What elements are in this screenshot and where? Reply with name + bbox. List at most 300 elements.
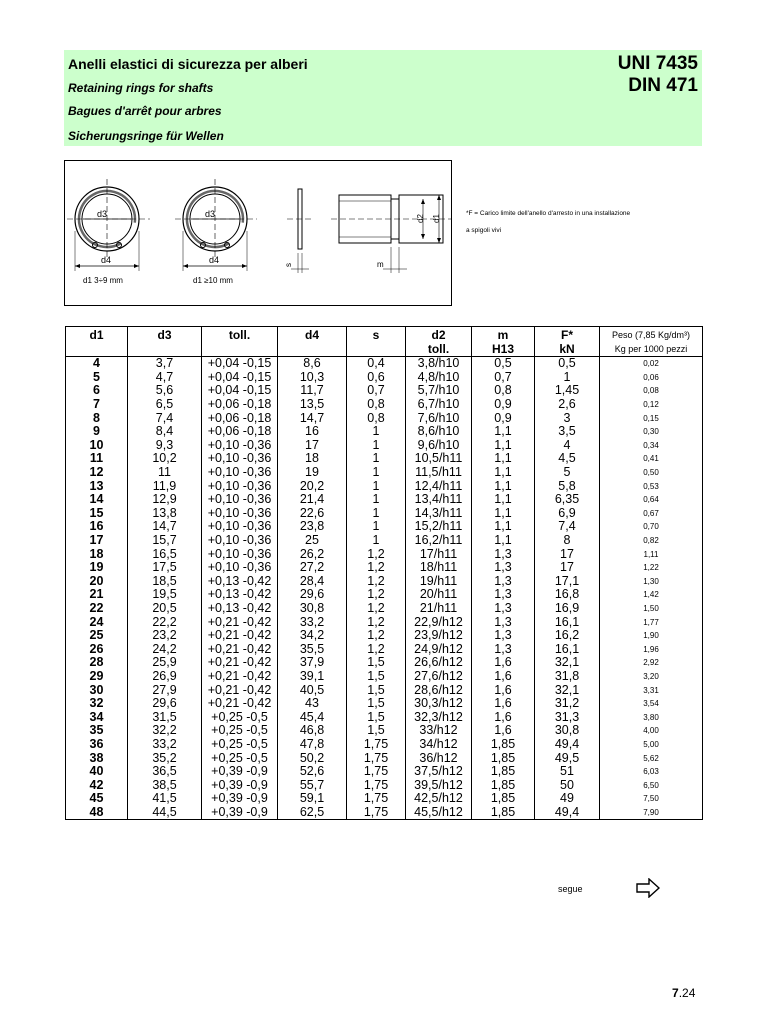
cell-d4: 27,2: [278, 561, 347, 575]
cell-f: 49: [535, 792, 600, 806]
cell-d2: 45,5/h12: [406, 806, 472, 820]
table-row: [66, 439, 703, 453]
cell-d3: 35,2: [128, 751, 202, 765]
cell-f: 17: [535, 547, 600, 561]
technical-drawing: [64, 160, 452, 306]
cell-s: 1: [347, 493, 406, 507]
cell-d4: 40,5: [278, 683, 347, 697]
cell-f: 16,2: [535, 629, 600, 643]
table-row: [66, 738, 703, 752]
cell-m: 1,1: [472, 520, 535, 534]
cell-d3: 8,4: [128, 425, 202, 439]
cell-toll: +0,13 -0,42: [202, 588, 278, 602]
cell-d3: 24,2: [128, 642, 202, 656]
cell-peso: 3,54: [600, 697, 703, 711]
cell-d3: 20,5: [128, 602, 202, 616]
label-d3-left: d3: [97, 209, 108, 219]
cell-m: 1,1: [472, 439, 535, 453]
cell-s: 1,75: [347, 738, 406, 752]
cell-d4: 55,7: [278, 778, 347, 792]
header-m: m: [472, 327, 535, 343]
cell-m: 1,1: [472, 534, 535, 548]
cell-d3: 5,6: [128, 384, 202, 398]
cell-d4: 46,8: [278, 724, 347, 738]
cell-d2: 4,8/h10: [406, 371, 472, 385]
cell-f: 1: [535, 371, 600, 385]
table-row: [66, 425, 703, 439]
cell-d1: 32: [66, 697, 128, 711]
cell-peso: 0,02: [600, 357, 703, 371]
cell-s: 1: [347, 520, 406, 534]
cell-m: 1,85: [472, 806, 535, 820]
cell-toll: +0,10 -0,36: [202, 439, 278, 453]
cell-s: 1,2: [347, 642, 406, 656]
cell-d4: 13,5: [278, 398, 347, 412]
cell-m: 0,7: [472, 371, 535, 385]
cell-d4: 34,2: [278, 629, 347, 643]
ring-drawing-svg: [65, 161, 453, 307]
cell-f: 8: [535, 534, 600, 548]
cell-d4: 39,1: [278, 670, 347, 684]
cell-s: 1: [347, 534, 406, 548]
cell-d3: 33,2: [128, 738, 202, 752]
cell-d3: 26,9: [128, 670, 202, 684]
cell-s: 1,2: [347, 588, 406, 602]
cell-peso: 6,50: [600, 778, 703, 792]
cell-d4: 35,5: [278, 642, 347, 656]
cell-d4: 52,6: [278, 765, 347, 779]
cell-d2: 26,6/h12: [406, 656, 472, 670]
cell-d2: 7,6/h10: [406, 411, 472, 425]
cell-m: 1,1: [472, 425, 535, 439]
cell-toll: +0,10 -0,36: [202, 534, 278, 548]
cell-f: 49,4: [535, 806, 600, 820]
cell-peso: 0,12: [600, 398, 703, 412]
cell-d2: 22,9/h12: [406, 615, 472, 629]
cell-toll: +0,21 -0,42: [202, 656, 278, 670]
cell-f: 5,8: [535, 479, 600, 493]
cell-f: 30,8: [535, 724, 600, 738]
cell-d1: 38: [66, 751, 128, 765]
cell-s: 1,2: [347, 602, 406, 616]
cell-d3: 18,5: [128, 575, 202, 589]
cell-d2: 6,7/h10: [406, 398, 472, 412]
cell-d4: 50,2: [278, 751, 347, 765]
cell-d2: 32,3/h12: [406, 710, 472, 724]
table-row: [66, 792, 703, 806]
cell-peso: 2,92: [600, 656, 703, 670]
cell-toll: +0,25 -0,5: [202, 751, 278, 765]
header-d1: d1: [66, 327, 128, 343]
table-row: [66, 575, 703, 589]
page-chapter: 7: [672, 986, 679, 1000]
cell-d4: 45,4: [278, 710, 347, 724]
cell-d1: 14: [66, 493, 128, 507]
cell-d1: 17: [66, 534, 128, 548]
cell-m: 1,6: [472, 710, 535, 724]
cell-toll: +0,06 -0,18: [202, 398, 278, 412]
cell-toll: +0,21 -0,42: [202, 697, 278, 711]
cell-d1: 20: [66, 575, 128, 589]
cell-d4: 11,7: [278, 384, 347, 398]
cell-toll: +0,10 -0,36: [202, 466, 278, 480]
cell-d1: 16: [66, 520, 128, 534]
cell-d1: 5: [66, 371, 128, 385]
cell-m: 1,3: [472, 615, 535, 629]
cell-d4: 37,9: [278, 656, 347, 670]
cell-peso: 3,20: [600, 670, 703, 684]
table-row: [66, 642, 703, 656]
cell-d2: 42,5/h12: [406, 792, 472, 806]
title-french: Bagues d'arrêt pour arbres: [68, 104, 222, 118]
cell-d1: 12: [66, 466, 128, 480]
cell-d3: 9,3: [128, 439, 202, 453]
cell-f: 51: [535, 765, 600, 779]
cell-d4: 47,8: [278, 738, 347, 752]
cell-toll: +0,39 -0,9: [202, 806, 278, 820]
cell-d4: 25: [278, 534, 347, 548]
cell-d4: 62,5: [278, 806, 347, 820]
cell-toll: +0,10 -0,36: [202, 493, 278, 507]
cell-peso: 1,11: [600, 547, 703, 561]
cell-peso: 0,64: [600, 493, 703, 507]
cell-s: 1,2: [347, 629, 406, 643]
cell-d1: 24: [66, 615, 128, 629]
cell-s: 0,8: [347, 398, 406, 412]
cell-f: 3,5: [535, 425, 600, 439]
cell-toll: +0,21 -0,42: [202, 683, 278, 697]
table-row: [66, 411, 703, 425]
cell-m: 1,1: [472, 466, 535, 480]
cell-d3: 3,7: [128, 357, 202, 371]
cell-peso: 5,00: [600, 738, 703, 752]
cell-m: 1,6: [472, 697, 535, 711]
table-row: [66, 683, 703, 697]
title-italian: Anelli elastici di sicurezza per alberi: [68, 56, 308, 72]
cell-peso: 0,67: [600, 507, 703, 521]
cell-f: 16,1: [535, 615, 600, 629]
cell-m: 1,6: [472, 656, 535, 670]
cell-s: 1,75: [347, 792, 406, 806]
cell-d1: 36: [66, 738, 128, 752]
label-d1: d1: [432, 214, 441, 223]
cell-toll: +0,10 -0,36: [202, 561, 278, 575]
cell-peso: 5,62: [600, 751, 703, 765]
note-load-line2: a spigoli vivi: [466, 227, 502, 234]
cell-s: 1,75: [347, 778, 406, 792]
cell-d3: 4,7: [128, 371, 202, 385]
cell-d3: 27,9: [128, 683, 202, 697]
cell-peso: 1,30: [600, 575, 703, 589]
cell-peso: 0,06: [600, 371, 703, 385]
header-d4: [278, 342, 347, 357]
cell-s: 1,2: [347, 547, 406, 561]
cell-f: 3: [535, 411, 600, 425]
cell-m: 1,3: [472, 602, 535, 616]
cell-d4: 33,2: [278, 615, 347, 629]
cell-d2: 39,5/h12: [406, 778, 472, 792]
cell-s: 0,7: [347, 384, 406, 398]
table-row: [66, 398, 703, 412]
cell-d4: 23,8: [278, 520, 347, 534]
table-row: [66, 534, 703, 548]
cell-d3: 19,5: [128, 588, 202, 602]
cell-d2: 15,2/h11: [406, 520, 472, 534]
table-row: [66, 670, 703, 684]
cell-m: 1,3: [472, 629, 535, 643]
cell-s: 1,2: [347, 615, 406, 629]
cell-d4: 10,3: [278, 371, 347, 385]
header-d2: d2: [406, 327, 472, 343]
cell-d3: 6,5: [128, 398, 202, 412]
cell-d1: 6: [66, 384, 128, 398]
label-s: s: [284, 263, 293, 267]
cell-peso: 1,42: [600, 588, 703, 602]
cell-d1: 11: [66, 452, 128, 466]
cell-peso: 1,96: [600, 642, 703, 656]
cell-d3: 36,5: [128, 765, 202, 779]
cell-d1: 10: [66, 439, 128, 453]
cell-d4: 28,4: [278, 575, 347, 589]
cell-s: 1,5: [347, 683, 406, 697]
cell-d4: 30,8: [278, 602, 347, 616]
cell-f: 31,2: [535, 697, 600, 711]
cell-d2: 18/h11: [406, 561, 472, 575]
cell-m: 1,85: [472, 738, 535, 752]
cell-m: 1,3: [472, 561, 535, 575]
cell-d2: 10,5/h11: [406, 452, 472, 466]
cell-d4: 18: [278, 452, 347, 466]
cell-s: 1: [347, 425, 406, 439]
cell-m: 1,6: [472, 683, 535, 697]
cell-d3: 32,2: [128, 724, 202, 738]
cell-toll: +0,10 -0,36: [202, 547, 278, 561]
cell-d1: 45: [66, 792, 128, 806]
table-row: [66, 547, 703, 561]
cell-s: 1,5: [347, 724, 406, 738]
cell-d1: 34: [66, 710, 128, 724]
cell-d4: 17: [278, 439, 347, 453]
caption-large-ring: d1 ≥10 mm: [193, 276, 233, 285]
cell-f: 7,4: [535, 520, 600, 534]
cell-s: 0,4: [347, 357, 406, 371]
cell-m: 1,3: [472, 547, 535, 561]
cell-d1: 25: [66, 629, 128, 643]
table-row: [66, 384, 703, 398]
table-row: [66, 452, 703, 466]
table-row: [66, 588, 703, 602]
cell-d2: 34/h12: [406, 738, 472, 752]
cell-d3: 17,5: [128, 561, 202, 575]
table-header-row: [66, 342, 703, 357]
cell-m: 1,1: [472, 452, 535, 466]
cell-d1: 40: [66, 765, 128, 779]
cell-m: 1,6: [472, 724, 535, 738]
cell-f: 2,6: [535, 398, 600, 412]
table-row: [66, 466, 703, 480]
cell-peso: 6,03: [600, 765, 703, 779]
cell-d2: 13,4/h11: [406, 493, 472, 507]
cell-d1: 26: [66, 642, 128, 656]
title-banner: [64, 50, 702, 146]
cell-peso: 1,90: [600, 629, 703, 643]
cell-toll: +0,21 -0,42: [202, 615, 278, 629]
header-d1: [66, 342, 128, 357]
cell-d1: 9: [66, 425, 128, 439]
header-s: [347, 342, 406, 357]
table-row: [66, 778, 703, 792]
cell-d2: 24,9/h12: [406, 642, 472, 656]
cell-d2: 14,3/h11: [406, 507, 472, 521]
page-index: .24: [678, 986, 696, 1000]
note-load-line1: *F = Carico limite dell'anello d'arresto in una installazione: [466, 210, 631, 217]
cell-m: 1,1: [472, 479, 535, 493]
label-d2: d2: [416, 214, 425, 223]
cell-d3: 11,9: [128, 479, 202, 493]
cell-m: 1,3: [472, 575, 535, 589]
cell-m: 1,85: [472, 751, 535, 765]
cell-d4: 21,4: [278, 493, 347, 507]
table-row: [66, 371, 703, 385]
continued-label: segue: [558, 884, 583, 894]
cell-m: 1,85: [472, 792, 535, 806]
cell-peso: 0,50: [600, 466, 703, 480]
cell-f: 6,35: [535, 493, 600, 507]
cell-d4: 16: [278, 425, 347, 439]
cell-f: 1,45: [535, 384, 600, 398]
cell-d2: 3,8/h10: [406, 357, 472, 371]
cell-d3: 13,8: [128, 507, 202, 521]
cell-d1: 30: [66, 683, 128, 697]
cell-d4: 26,2: [278, 547, 347, 561]
cell-d3: 29,6: [128, 697, 202, 711]
cell-f: 32,1: [535, 683, 600, 697]
cell-d3: 38,5: [128, 778, 202, 792]
cell-f: 0,5: [535, 357, 600, 371]
cell-d1: 42: [66, 778, 128, 792]
cell-m: 1,3: [472, 588, 535, 602]
cell-s: 1: [347, 452, 406, 466]
cell-peso: 3,31: [600, 683, 703, 697]
cell-d3: 25,9: [128, 656, 202, 670]
table-row: [66, 751, 703, 765]
cell-d2: 28,6/h12: [406, 683, 472, 697]
standard-uni: UNI 7435: [617, 53, 698, 74]
cell-toll: +0,10 -0,36: [202, 479, 278, 493]
cell-d2: 5,7/h10: [406, 384, 472, 398]
cell-s: 0,6: [347, 371, 406, 385]
cell-s: 1,2: [347, 575, 406, 589]
cell-f: 17: [535, 561, 600, 575]
table-row: [66, 493, 703, 507]
cell-toll: +0,25 -0,5: [202, 724, 278, 738]
caption-small-ring: d1 3÷9 mm: [83, 276, 123, 285]
arrow-right-icon: [636, 878, 660, 898]
cell-f: 50: [535, 778, 600, 792]
cell-toll: +0,10 -0,36: [202, 520, 278, 534]
cell-peso: 0,34: [600, 439, 703, 453]
cell-f: 17,1: [535, 575, 600, 589]
title-german: Sicherungsringe für Wellen: [68, 129, 224, 143]
cell-s: 1,75: [347, 751, 406, 765]
cell-d4: 29,6: [278, 588, 347, 602]
table-row: [66, 724, 703, 738]
cell-d4: 20,2: [278, 479, 347, 493]
cell-s: 1: [347, 507, 406, 521]
cell-f: 16,8: [535, 588, 600, 602]
cell-peso: 1,22: [600, 561, 703, 575]
cell-toll: +0,06 -0,18: [202, 425, 278, 439]
cell-d3: 41,5: [128, 792, 202, 806]
cell-peso: 0,53: [600, 479, 703, 493]
cell-toll: +0,25 -0,5: [202, 710, 278, 724]
cell-peso: 0,70: [600, 520, 703, 534]
cell-d1: 7: [66, 398, 128, 412]
header-d3: d3: [128, 327, 202, 343]
cell-d2: 8,6/h10: [406, 425, 472, 439]
header-peso: Kg per 1000 pezzi: [600, 342, 703, 357]
cell-d3: 14,7: [128, 520, 202, 534]
cell-d1: 22: [66, 602, 128, 616]
cell-f: 16,1: [535, 642, 600, 656]
cell-d3: 16,5: [128, 547, 202, 561]
cell-f: 6,9: [535, 507, 600, 521]
cell-f: 49,4: [535, 738, 600, 752]
cell-peso: 0,15: [600, 411, 703, 425]
table-row: [66, 629, 703, 643]
cell-f: 49,5: [535, 751, 600, 765]
cell-d1: 19: [66, 561, 128, 575]
cell-s: 1: [347, 439, 406, 453]
title-english: Retaining rings for shafts: [68, 81, 214, 95]
cell-d2: 37,5/h12: [406, 765, 472, 779]
label-d3-right: d3: [205, 209, 216, 219]
header-f: F*: [535, 327, 600, 343]
cell-f: 16,9: [535, 602, 600, 616]
cell-d2: 20/h11: [406, 588, 472, 602]
cell-s: 1,5: [347, 670, 406, 684]
cell-d4: 43: [278, 697, 347, 711]
table-row: [66, 710, 703, 724]
cell-d3: 7,4: [128, 411, 202, 425]
cell-s: 1,5: [347, 710, 406, 724]
cell-d3: 10,2: [128, 452, 202, 466]
cell-f: 31,3: [535, 710, 600, 724]
cell-d2: 9,6/h10: [406, 439, 472, 453]
cell-f: 32,1: [535, 656, 600, 670]
cell-d1: 21: [66, 588, 128, 602]
cell-peso: 1,77: [600, 615, 703, 629]
cell-toll: +0,39 -0,9: [202, 765, 278, 779]
header-peso: Peso (7,85 Kg/dm³): [600, 327, 703, 343]
header-s: s: [347, 327, 406, 343]
cell-f: 5: [535, 466, 600, 480]
cell-f: 4: [535, 439, 600, 453]
cell-d1: 35: [66, 724, 128, 738]
ring-side-view: [287, 189, 313, 273]
cell-d3: 12,9: [128, 493, 202, 507]
cell-d2: 23,9/h12: [406, 629, 472, 643]
table-row: [66, 765, 703, 779]
cell-d2: 19/h11: [406, 575, 472, 589]
table-row: [66, 806, 703, 820]
cell-d4: 59,1: [278, 792, 347, 806]
cell-d2: 17/h11: [406, 547, 472, 561]
cell-d2: 21/h11: [406, 602, 472, 616]
header-d2: toll.: [406, 342, 472, 357]
cell-toll: +0,10 -0,36: [202, 507, 278, 521]
cell-toll: +0,13 -0,42: [202, 602, 278, 616]
